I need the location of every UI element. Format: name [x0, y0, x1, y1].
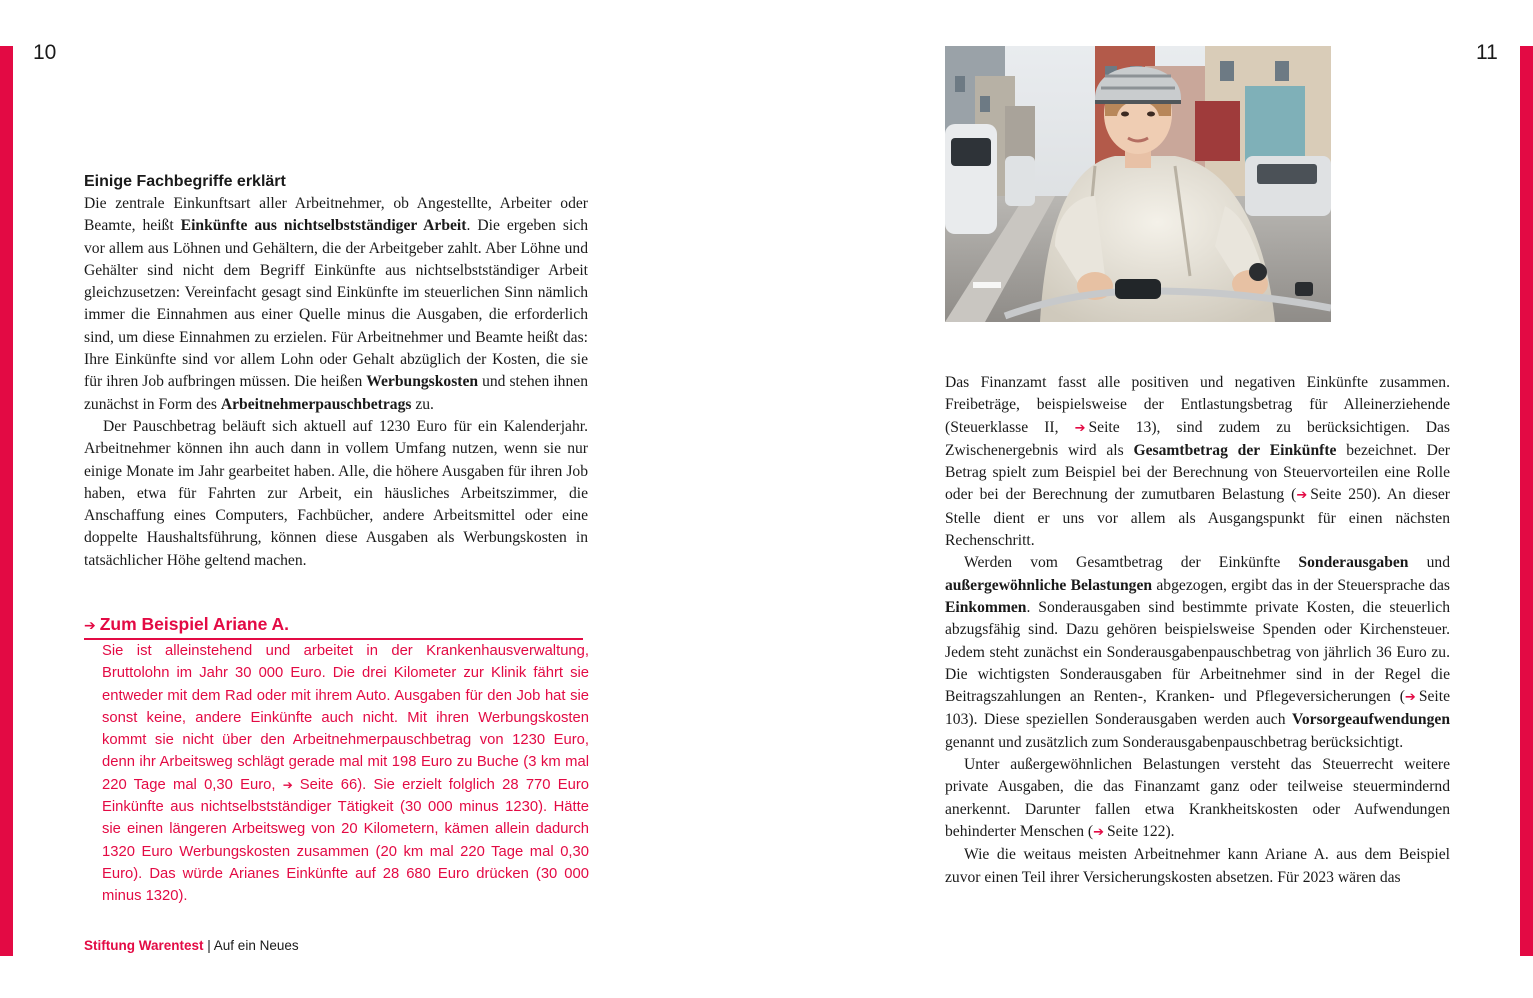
paragraph: Die zentrale Einkunftsart aller Arbeitnehmer, ob Angestellte, Arbeiter oder Beamte, heißt Einkünfte aus nichtselbstständiger Arbeit. Die ergeben sich vor allem aus Löhnen und Gehältern, die der Arbeitgeber zahlt. Aber Löhne und Gehälter sind nicht dem Begriff Einkünfte aus nichtselbstständiger Arbeit gleichzusetzen: Vereinfacht gesagt sind Einkünfte im steuerlichen Sinn nämlich immer die Einnahmen aus einer Quelle minus die Ausgaben, die erforderlich sind, um diese Einnahmen zu erzielen. Für Arbeitnehmer und Beamte heißt das: Ihre Einkünfte sind vor allem Lohn oder Gehalt abzüglich der Kosten, die sie für ihren Job aufbringen müssen. Die heißen Werbungskosten und stehen ihnen zunächst in Form des Arbeitnehmerpauschbetrags zu. [84, 195, 589, 413]
paragraph: Werden vom Gesamtbetrag der Einkünfte Sonderausgaben und außergewöhnliche Belastungen abgezogen, ergibt das in der Steuersprache das Einkommen. Sonderausgaben sind bestimmte private Kosten, die steuerlich abzugsfähig sind. Dazu gehören beispielsweise Spenden oder Kirchensteuer. Jedem steht zunächst ein Sonderausgabenpauschbetrag von jährlich 36 Euro zu. Die wichtigsten Sonderausgaben für Arbeitnehmer sind in der Regel die Beitragszahlungen an Renten-, Kranken- und Pflegeversicherungen (➔ Seite 103). Diese speziellen Sonderausgaben werden auch Vorsorgeaufwendungen genannt und zusätzlich zum Sonderausgabenpauschbetrag berücksichtigt. [945, 554, 1450, 751]
example-heading: ➔ Zum Beispiel Ariane A. [84, 614, 583, 640]
arrow-right-icon: ➔ [1404, 690, 1416, 706]
page-reference-link[interactable]: Seite 13 [1088, 418, 1152, 436]
term: Sonderausgaben [1298, 554, 1409, 572]
term: Werbungskosten [366, 373, 479, 391]
left-page-number: 10 [33, 41, 57, 64]
arrow-right-icon: ➔ [84, 618, 96, 634]
footer-book-title: Auf ein Neues [213, 938, 299, 953]
paragraph: Wie die weitaus meisten Arbeitnehmer kann Ariane A. aus dem Beispiel zuvor einen Teil ihrer Versicherungskosten absetzen. Für 2023 wären das [945, 846, 1450, 886]
example-box: Sie ist alleinstehend und arbeitet in der Krankenhausverwaltung, Bruttolohn im Jahr 30 000 Euro. Die drei Kilometer zur Klinik fährt sie entweder mit dem Rad oder mit ihrem Auto. Ausgaben für den Job hat sie sonst keine, andere Einkünfte auch nicht. Mit ihren Werbungskosten kommt sie nicht über den Arbeitnehmerpauschbetrag von 1230 Euro, denn ihr Arbeitsweg schlägt gerade mal mit 198 Euro zu Buche (3 km mal 220 Tage mal 0,30 Euro, ➔ Seite 66). Sie erzielt folglich 28 770 Euro Einkünfte aus nichtselbstständiger Tätigkeit (30 000 minus 1230). Hätte sie einen längeren Arbeitsweg von 20 Kilometern, kämen allein dadurch 1320 Euro Werbungskosten zusammen (20 km mal 220 Tage mal 0,30 Euro). Das würde Arianes Einkünfte auf 28 680 Euro drücken (30 000 minus 1320). [102, 643, 590, 905]
term: Arbeitnehmerpauschbetrags [220, 395, 412, 413]
footer-brand: Stiftung Warentest [84, 938, 204, 953]
left-edge-bar [0, 46, 13, 956]
term: Vorsorgeaufwendungen [1292, 711, 1450, 729]
section-heading: Einige Fachbegriffe erklärt [84, 173, 286, 190]
arrow-right-icon: ➔ [1093, 824, 1104, 840]
paragraph: Unter außergewöhnlichen Belastungen versteht das Steuerrecht weitere private Ausgaben, die das Finanzamt ganz oder teilweise steuermindernd anerkennt. Darunter fallen etwa Krankheitskosten oder Aufwendungen behinderter Menschen (➔ Seite 122). [945, 756, 1450, 840]
arrow-right-icon: ➔ [1296, 488, 1308, 504]
page-reference-link[interactable]: Seite 66 [299, 776, 358, 793]
term: außergewöhnliche Belastungen [945, 576, 1153, 594]
arrow-right-icon: ➔ [1074, 420, 1086, 436]
right-edge-bar [1520, 46, 1533, 956]
cyclist-photo [945, 46, 1331, 322]
left-text-column [84, 171, 588, 572]
page-reference-link[interactable]: Seite 250 [1310, 486, 1372, 504]
right-text-column [945, 372, 1450, 889]
page-reference-link[interactable]: Seite 122 [1107, 822, 1166, 840]
term: Gesamtbetrag der Einkünfte [1133, 441, 1337, 459]
right-page-number: 11 [1476, 41, 1498, 64]
footer: Stiftung Warentest | Auf ein Neues [84, 938, 299, 953]
paragraph: Der Pauschbetrag beläuft sich aktuell auf 1230 Euro für ein Kalenderjahr. Arbeitnehmer können ihn auch dann in vollem Umfang nutzen, wenn sie nur einige Monate im Jahr gearbeitet haben. Alle, die höhere Ausgaben für ihren Job haben, etwa für Fahrten zur Arbeit, ein häusliches Arbeitszimmer, die Anschaffung eines Computers, Fachbücher, andere Arbeitsmittel oder eine doppelte Haushaltsführung, können diese Ausgaben als Werbungskosten in tatsächlicher Höhe geltend machen. [84, 417, 588, 569]
term: Einkünfte aus nichtselbstständiger Arbeit [180, 217, 467, 235]
paragraph: Das Finanzamt fasst alle positiven und negativen Einkünfte zusammen. Freibeträge, beispielsweise der Entlastungsbetrag für Alleinerziehende (Steuerklasse II, ➔ Seite 13), sind zudem zu berücksichtigen. Das Zwischenergebnis wird als Gesamtbetrag der Einkünfte bezeichnet. Der Betrag spielt zum Beispiel bei der Berechnung von Steuervorteilen eine Rolle oder bei der Berechnung der zumutbaren Belastung (➔ Seite 250). An dieser Stelle dient er uns vor allem als Ausgangspunkt für einen nächsten Rechenschritt. [945, 374, 1450, 550]
term: Einkommen [945, 598, 1027, 616]
page-reference-link[interactable]: Seite 103 [945, 688, 1450, 729]
arrow-right-icon: ➔ [282, 777, 300, 792]
